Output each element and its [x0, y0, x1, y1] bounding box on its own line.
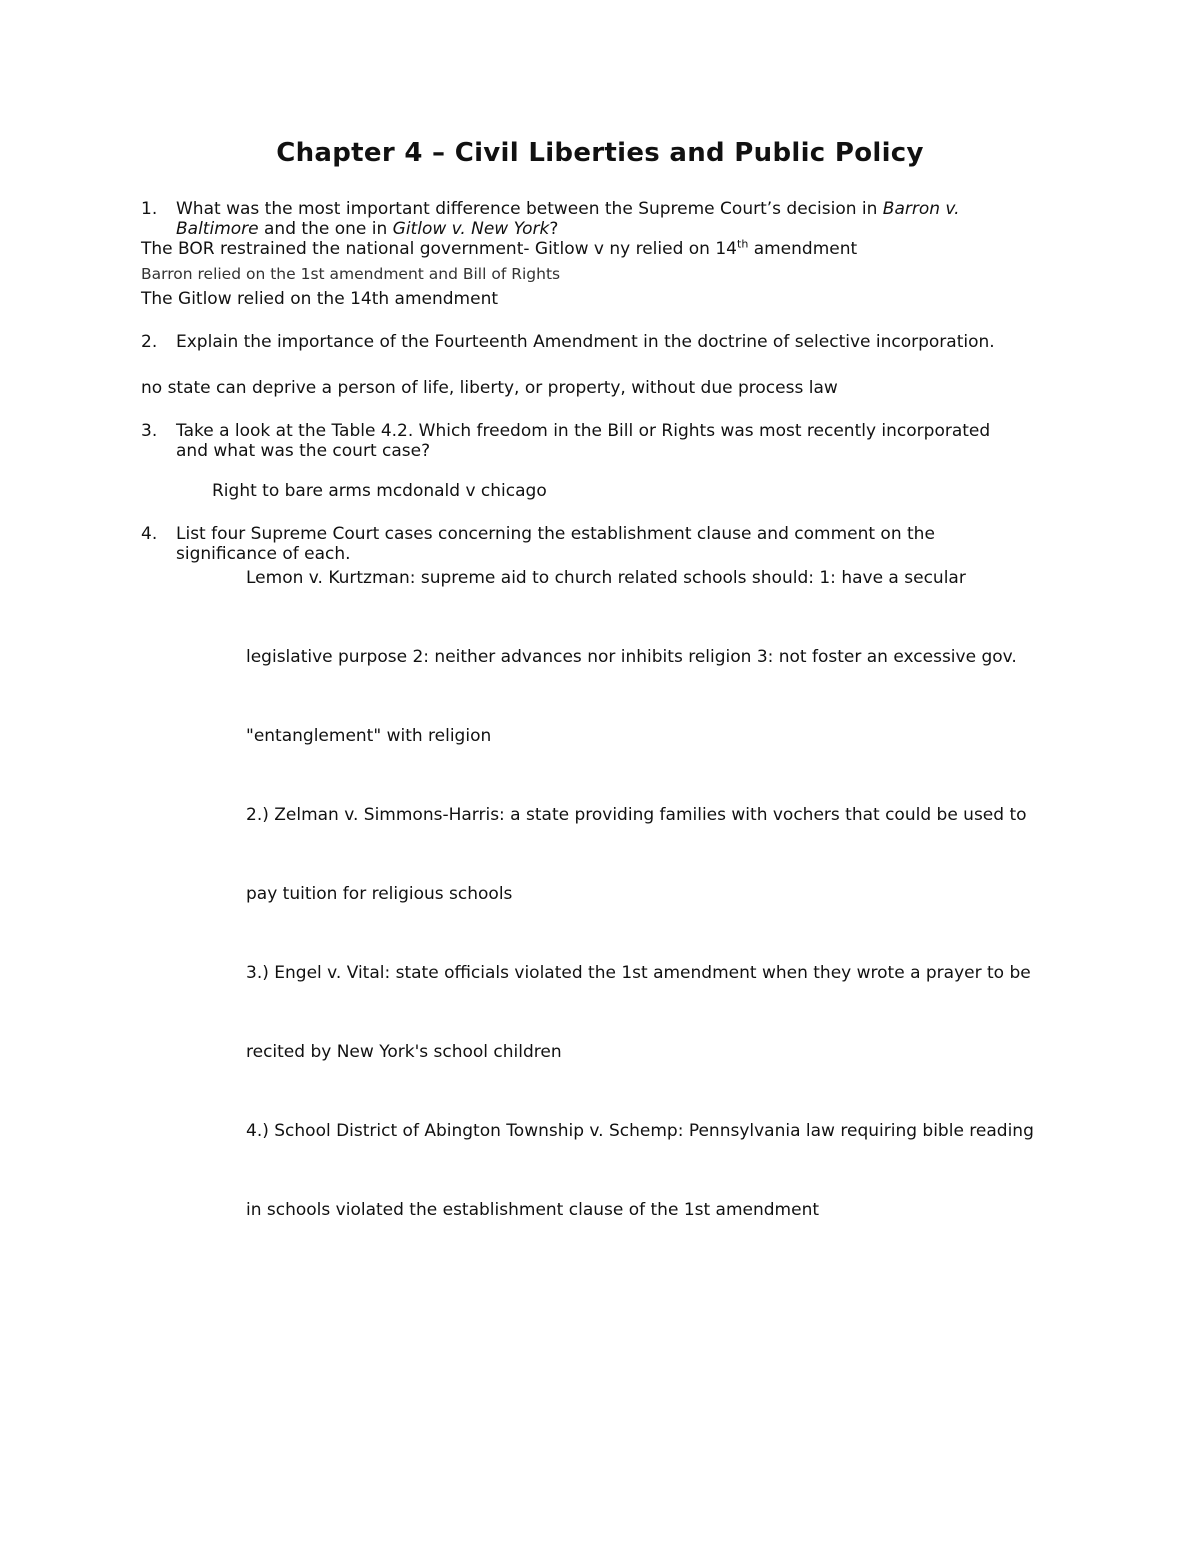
question-3-number: 3. [141, 421, 158, 441]
question-1-case-baltimore: Baltimore [176, 219, 259, 239]
question-2-number: 2. [141, 332, 158, 352]
question-1-text-b: and the one in [258, 219, 393, 239]
question-4-line-1: List four Supreme Court cases concerning the establishment clause and comment on the [176, 524, 935, 544]
question-1-line-2 [176, 219, 558, 239]
question-1-case-barron: Barron v. [882, 199, 960, 219]
question-4-number: 4. [141, 524, 158, 544]
answer-4-line: Lemon v. Kurtzman: supreme aid to church related schools should: 1: have a secular [246, 568, 966, 588]
answer-4-line: "entanglement" with religion [246, 726, 492, 746]
question-1-line-1 [176, 199, 960, 219]
answer-4-line: in schools violated the establishment clause of the 1st amendment [246, 1200, 820, 1220]
answer-4-line: 4.) School District of Abington Township v. Schemp: Pennsylvania law requiring bible reading [246, 1121, 1034, 1141]
answer-4-line: legislative purpose 2: neither advances nor inhibits religion 3: not foster an excessive gov. [246, 647, 1017, 667]
question-1-text-a: What was the most important difference between the Supreme Court’s decision in [176, 199, 883, 219]
answer-4-line: recited by New York's school children [246, 1042, 562, 1062]
question-2-text: Explain the importance of the Fourteenth Amendment in the doctrine of selective incorporation. [176, 332, 995, 352]
answer-1-line-2: Barron relied on the 1st amendment and Bill of Rights [141, 265, 561, 283]
answer-1-line-3: The Gitlow relied on the 14th amendment [141, 289, 499, 309]
answer-2: no state can deprive a person of life, liberty, or property, without due process law [141, 378, 838, 398]
question-4-line-2: significance of each. [176, 544, 351, 564]
answer-1-line-1 [141, 239, 857, 259]
page-title: Chapter 4 – Civil Liberties and Public Policy [276, 138, 924, 168]
question-1-number: 1. [141, 199, 158, 219]
question-3-line-2: and what was the court case? [176, 441, 431, 461]
answer-1-text-a: The BOR restrained the national government- Gitlow v ny relied on 14 [141, 239, 737, 259]
answer-3: Right to bare arms mcdonald v chicago [212, 481, 547, 501]
answer-1-superscript: th [737, 237, 749, 251]
answer-4-line: 3.) Engel v. Vital: state officials violated the 1st amendment when they wrote a prayer to be [246, 963, 1031, 983]
question-1-text-c: ? [549, 219, 559, 239]
answer-4-line: 2.) Zelman v. Simmons-Harris: a state providing families with vochers that could be used to [246, 805, 1027, 825]
answer-1-text-b: amendment [748, 239, 858, 259]
question-1-case-gitlow: Gitlow v. New York [392, 219, 550, 239]
answer-4-line: pay tuition for religious schools [246, 884, 513, 904]
question-3-line-1: Take a look at the Table 4.2. Which freedom in the Bill or Rights was most recently incorporated [176, 421, 991, 441]
